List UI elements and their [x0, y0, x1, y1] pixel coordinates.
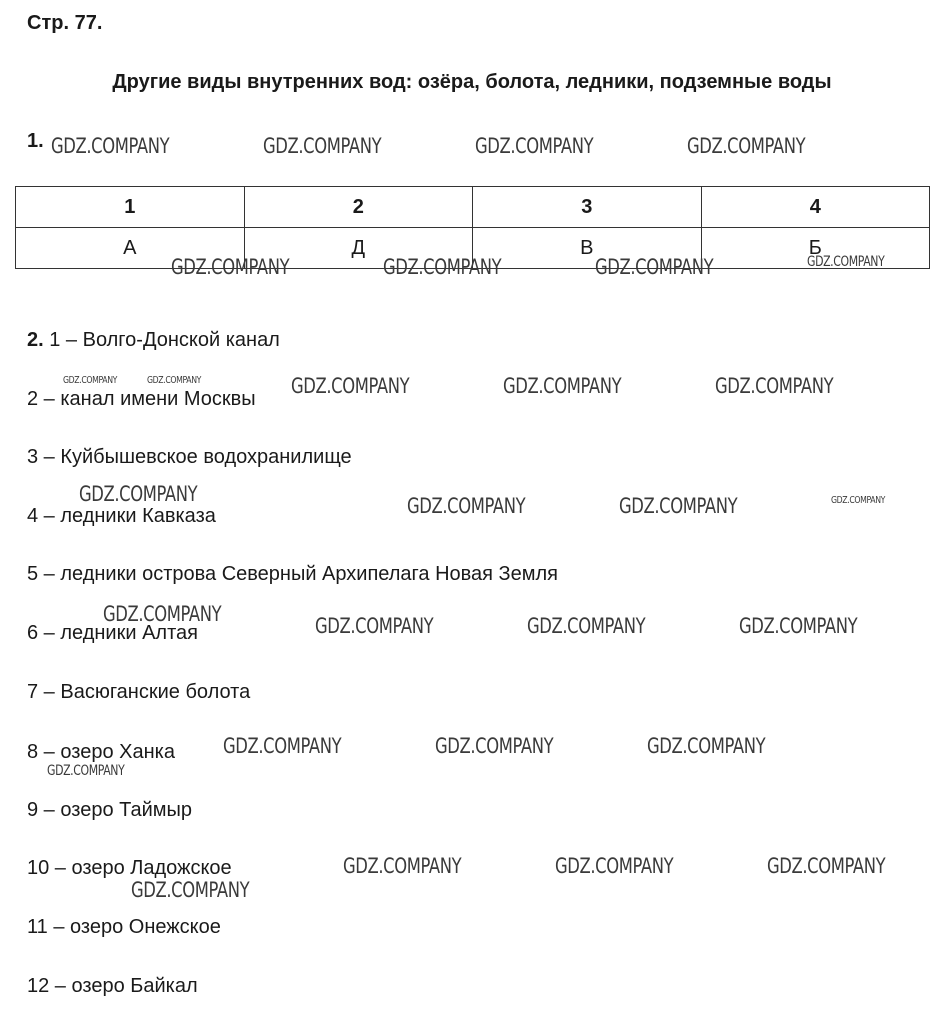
watermark: GDZ.COMPANY: [263, 134, 382, 158]
watermark: GDZ.COMPANY: [503, 374, 622, 398]
watermark: GDZ.COMPANY: [79, 482, 198, 506]
watermark: GDZ.COMPANY: [131, 878, 250, 902]
list-item: 5 – ледники острова Северный Архипелага Новая Земля: [27, 563, 559, 585]
table-answer-cell: Д: [244, 228, 473, 269]
table-answer-cell: Б: [701, 228, 930, 269]
watermark: GDZ.COMPANY: [647, 734, 766, 758]
watermark: GDZ.COMPANY: [383, 255, 502, 279]
list-item: 7 – Васюганские болота: [27, 681, 251, 703]
watermark: GDZ.COMPANY: [555, 854, 674, 878]
list-item: 3 – Куйбышевское водохранилище: [27, 446, 352, 468]
list-item: [27, 329, 280, 352]
watermark: GDZ.COMPANY: [739, 614, 858, 638]
watermark: GDZ.COMPANY: [63, 375, 118, 386]
watermark: GDZ.COMPANY: [435, 734, 554, 758]
list-item: 4 – ледники Кавказа: [27, 505, 216, 527]
watermark: GDZ.COMPANY: [47, 763, 125, 779]
watermark: GDZ.COMPANY: [315, 614, 434, 638]
watermark: GDZ.COMPANY: [831, 495, 886, 506]
task-2-label: 2.: [27, 329, 44, 351]
watermark: GDZ.COMPANY: [343, 854, 462, 878]
watermark: GDZ.COMPANY: [475, 134, 594, 158]
list-item: 8 – озеро Ханка: [27, 741, 175, 763]
task-1-label: 1.: [27, 130, 44, 152]
watermark: GDZ.COMPANY: [103, 602, 222, 626]
table-header-cell: 1: [16, 187, 245, 228]
watermark: GDZ.COMPANY: [527, 614, 646, 638]
watermark: GDZ.COMPANY: [51, 134, 170, 158]
watermark: GDZ.COMPANY: [291, 374, 410, 398]
watermark: GDZ.COMPANY: [171, 255, 290, 279]
list-item: 2 – канал имени Москвы: [27, 388, 256, 410]
watermark: GDZ.COMPANY: [715, 374, 834, 398]
watermark: GDZ.COMPANY: [407, 494, 526, 518]
watermark: GDZ.COMPANY: [687, 134, 806, 158]
table-header-cell: 3: [473, 187, 702, 228]
table-header-cell: 2: [244, 187, 473, 228]
watermark: GDZ.COMPANY: [807, 254, 885, 270]
page-title: Другие виды внутренних вод: озёра, болота, ледники, подземные воды: [112, 71, 832, 93]
page-number: Стр. 77.: [27, 12, 103, 34]
table-answer-cell: А: [16, 228, 245, 269]
watermark: GDZ.COMPANY: [619, 494, 738, 518]
watermark: GDZ.COMPANY: [767, 854, 886, 878]
list-item-text: 1 – Волго-Донской канал: [49, 329, 280, 351]
answer-table-header-row: [16, 187, 930, 228]
list-item: 10 – озеро Ладожское: [27, 857, 232, 879]
list-item: 9 – озеро Таймыр: [27, 799, 192, 821]
watermark: GDZ.COMPANY: [147, 375, 202, 386]
list-item: 6 – ледники Алтая: [27, 622, 198, 644]
table-header-cell: 4: [701, 187, 930, 228]
watermark: GDZ.COMPANY: [223, 734, 342, 758]
watermark: GDZ.COMPANY: [595, 255, 714, 279]
list-item: 12 – озеро Байкал: [27, 975, 198, 997]
task-1-number: [27, 130, 44, 153]
table-answer-cell: В: [473, 228, 702, 269]
list-item: 11 – озеро Онежское: [27, 916, 221, 938]
